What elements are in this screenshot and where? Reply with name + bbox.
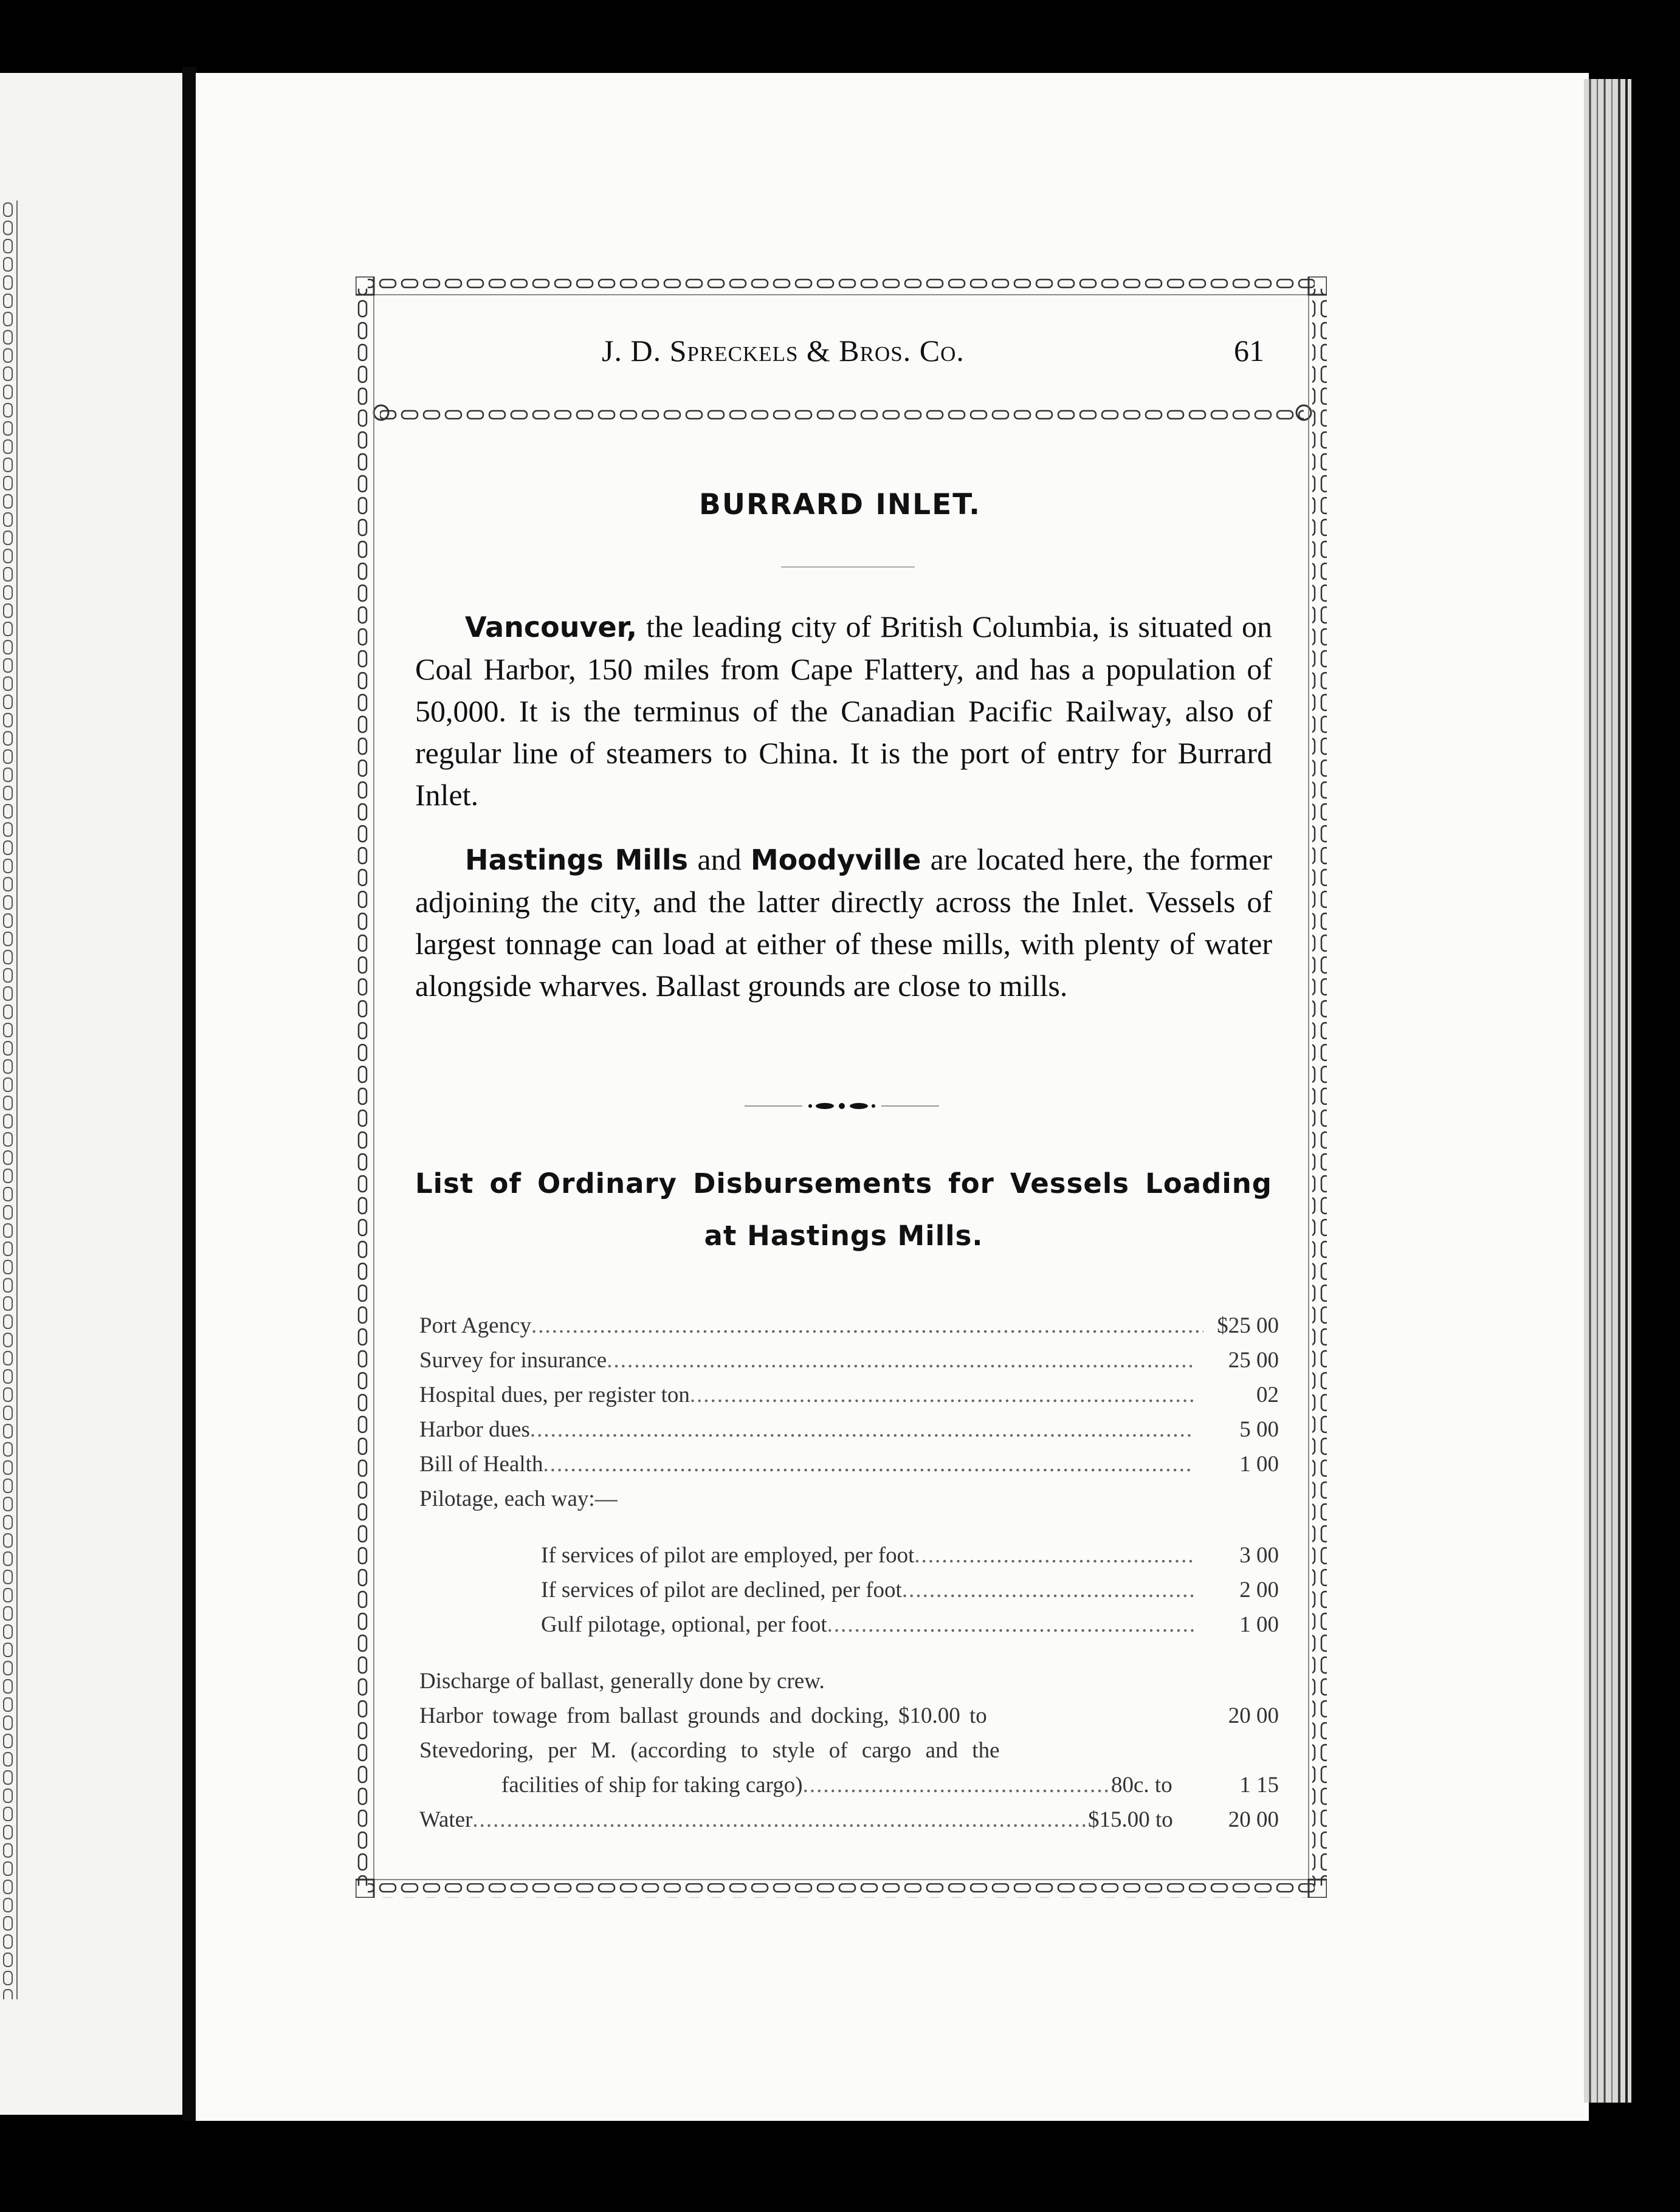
row-range: $15.00 to xyxy=(1088,1807,1173,1832)
table-row xyxy=(419,1486,618,1512)
row-label: facilities of ship for taking cargo) xyxy=(501,1773,803,1798)
row-amount: 02 xyxy=(1256,1382,1279,1407)
paragraph-connector: and xyxy=(688,842,751,876)
section-title: BURRARD INLET. xyxy=(699,488,981,521)
row-label: Port Agency xyxy=(419,1313,531,1338)
left-page-chain-border xyxy=(0,201,21,1999)
table-row xyxy=(419,1703,1203,1729)
row-label: If services of pilot are employed, per foot xyxy=(541,1543,915,1568)
left-facing-page xyxy=(0,73,190,2115)
book-gutter xyxy=(182,67,197,2121)
page-edges xyxy=(1584,79,1631,2103)
leader-dots xyxy=(914,1542,1194,1568)
row-amount: 2 00 xyxy=(1239,1578,1279,1602)
leader-dots xyxy=(902,1577,1194,1603)
row-amount: $25 00 xyxy=(1217,1313,1279,1338)
table-row xyxy=(541,1542,1194,1568)
row-label: Hospital dues, per register ton xyxy=(419,1382,690,1407)
row-amount: 20 00 xyxy=(1228,1703,1279,1728)
leader-dots xyxy=(827,1612,1194,1638)
table-row xyxy=(501,1772,1112,1798)
leader-dots xyxy=(607,1347,1194,1373)
title-rule xyxy=(781,566,915,568)
row-label: Bill of Health xyxy=(419,1452,543,1477)
paragraph-lead-vancouver: Vancouver, xyxy=(465,611,638,644)
row-label: Stevedoring, per M. (according to style of cargo and the xyxy=(419,1738,1000,1763)
table-row xyxy=(419,1737,1197,1764)
row-label: Harbor dues xyxy=(419,1417,530,1442)
row-label: Gulf pilotage, optional, per foot xyxy=(541,1612,827,1637)
row-amount: 1 00 xyxy=(1239,1612,1279,1637)
row-amount: 3 00 xyxy=(1239,1543,1279,1568)
row-label: Water xyxy=(419,1807,473,1832)
table-row xyxy=(419,1382,1194,1408)
leader-dots xyxy=(531,1313,1203,1339)
page-number: 61 xyxy=(1234,334,1264,368)
list-heading: List of Ordinary Disbursements for Vessels Loading at Hastings Mills. xyxy=(415,1167,1272,1252)
row-label: Discharge of ballast, generally done by crew. xyxy=(419,1669,825,1694)
table-row xyxy=(419,1807,1088,1833)
table-row xyxy=(541,1612,1194,1638)
row-label: Harbor towage from ballast grounds and docking, $10.00 to xyxy=(419,1703,987,1728)
table-row xyxy=(419,1451,1194,1477)
row-label: Survey for insurance xyxy=(419,1348,607,1373)
table-row xyxy=(419,1668,825,1694)
row-amount: 1 00 xyxy=(1239,1452,1279,1477)
row-amount: 5 00 xyxy=(1239,1417,1279,1442)
row-amount: 20 00 xyxy=(1228,1807,1279,1832)
leader-dots xyxy=(530,1417,1194,1443)
row-amount: 1 15 xyxy=(1239,1773,1279,1798)
row-label: If services of pilot are declined, per foot xyxy=(541,1578,902,1602)
paragraph-body: the leading city of British Columbia, is situated on Coal Harbor, 150 miles from Cape Flattery, and has a population of 50,000. It is the terminus of the Canadian Pacific Railway, also of regular line of steamers to China. It is the port of entry for Burrard Inlet. xyxy=(415,610,1272,812)
paragraph-vancouver xyxy=(415,606,1272,816)
paragraph-body: are located here, the former adjoining the city, and the latter directly across the Inlet. Vessels of largest tonnage can load at either of these mills, with plenty of water alongside wharves. Ballast grounds are close to mills. xyxy=(415,842,1272,1003)
leader-dots xyxy=(803,1772,1112,1798)
running-head: J. D. Spreckels & Bros. Co. xyxy=(602,334,965,368)
paragraph-lead-moodyville: Moodyville xyxy=(750,843,921,876)
row-amount: 25 00 xyxy=(1228,1348,1279,1373)
paragraph-lead-hastings: Hastings Mills xyxy=(465,843,689,876)
leader-dots xyxy=(690,1382,1194,1408)
table-row xyxy=(541,1577,1194,1603)
table-row xyxy=(419,1347,1194,1373)
table-row xyxy=(419,1417,1194,1443)
leader-dots xyxy=(472,1807,1088,1833)
row-range: 80c. to xyxy=(1111,1773,1172,1798)
leader-dots xyxy=(543,1451,1194,1477)
paragraph-mills xyxy=(415,839,1272,1007)
section-ornament xyxy=(745,1097,939,1115)
row-label: Pilotage, each way:— xyxy=(419,1486,618,1511)
table-row xyxy=(419,1313,1203,1339)
